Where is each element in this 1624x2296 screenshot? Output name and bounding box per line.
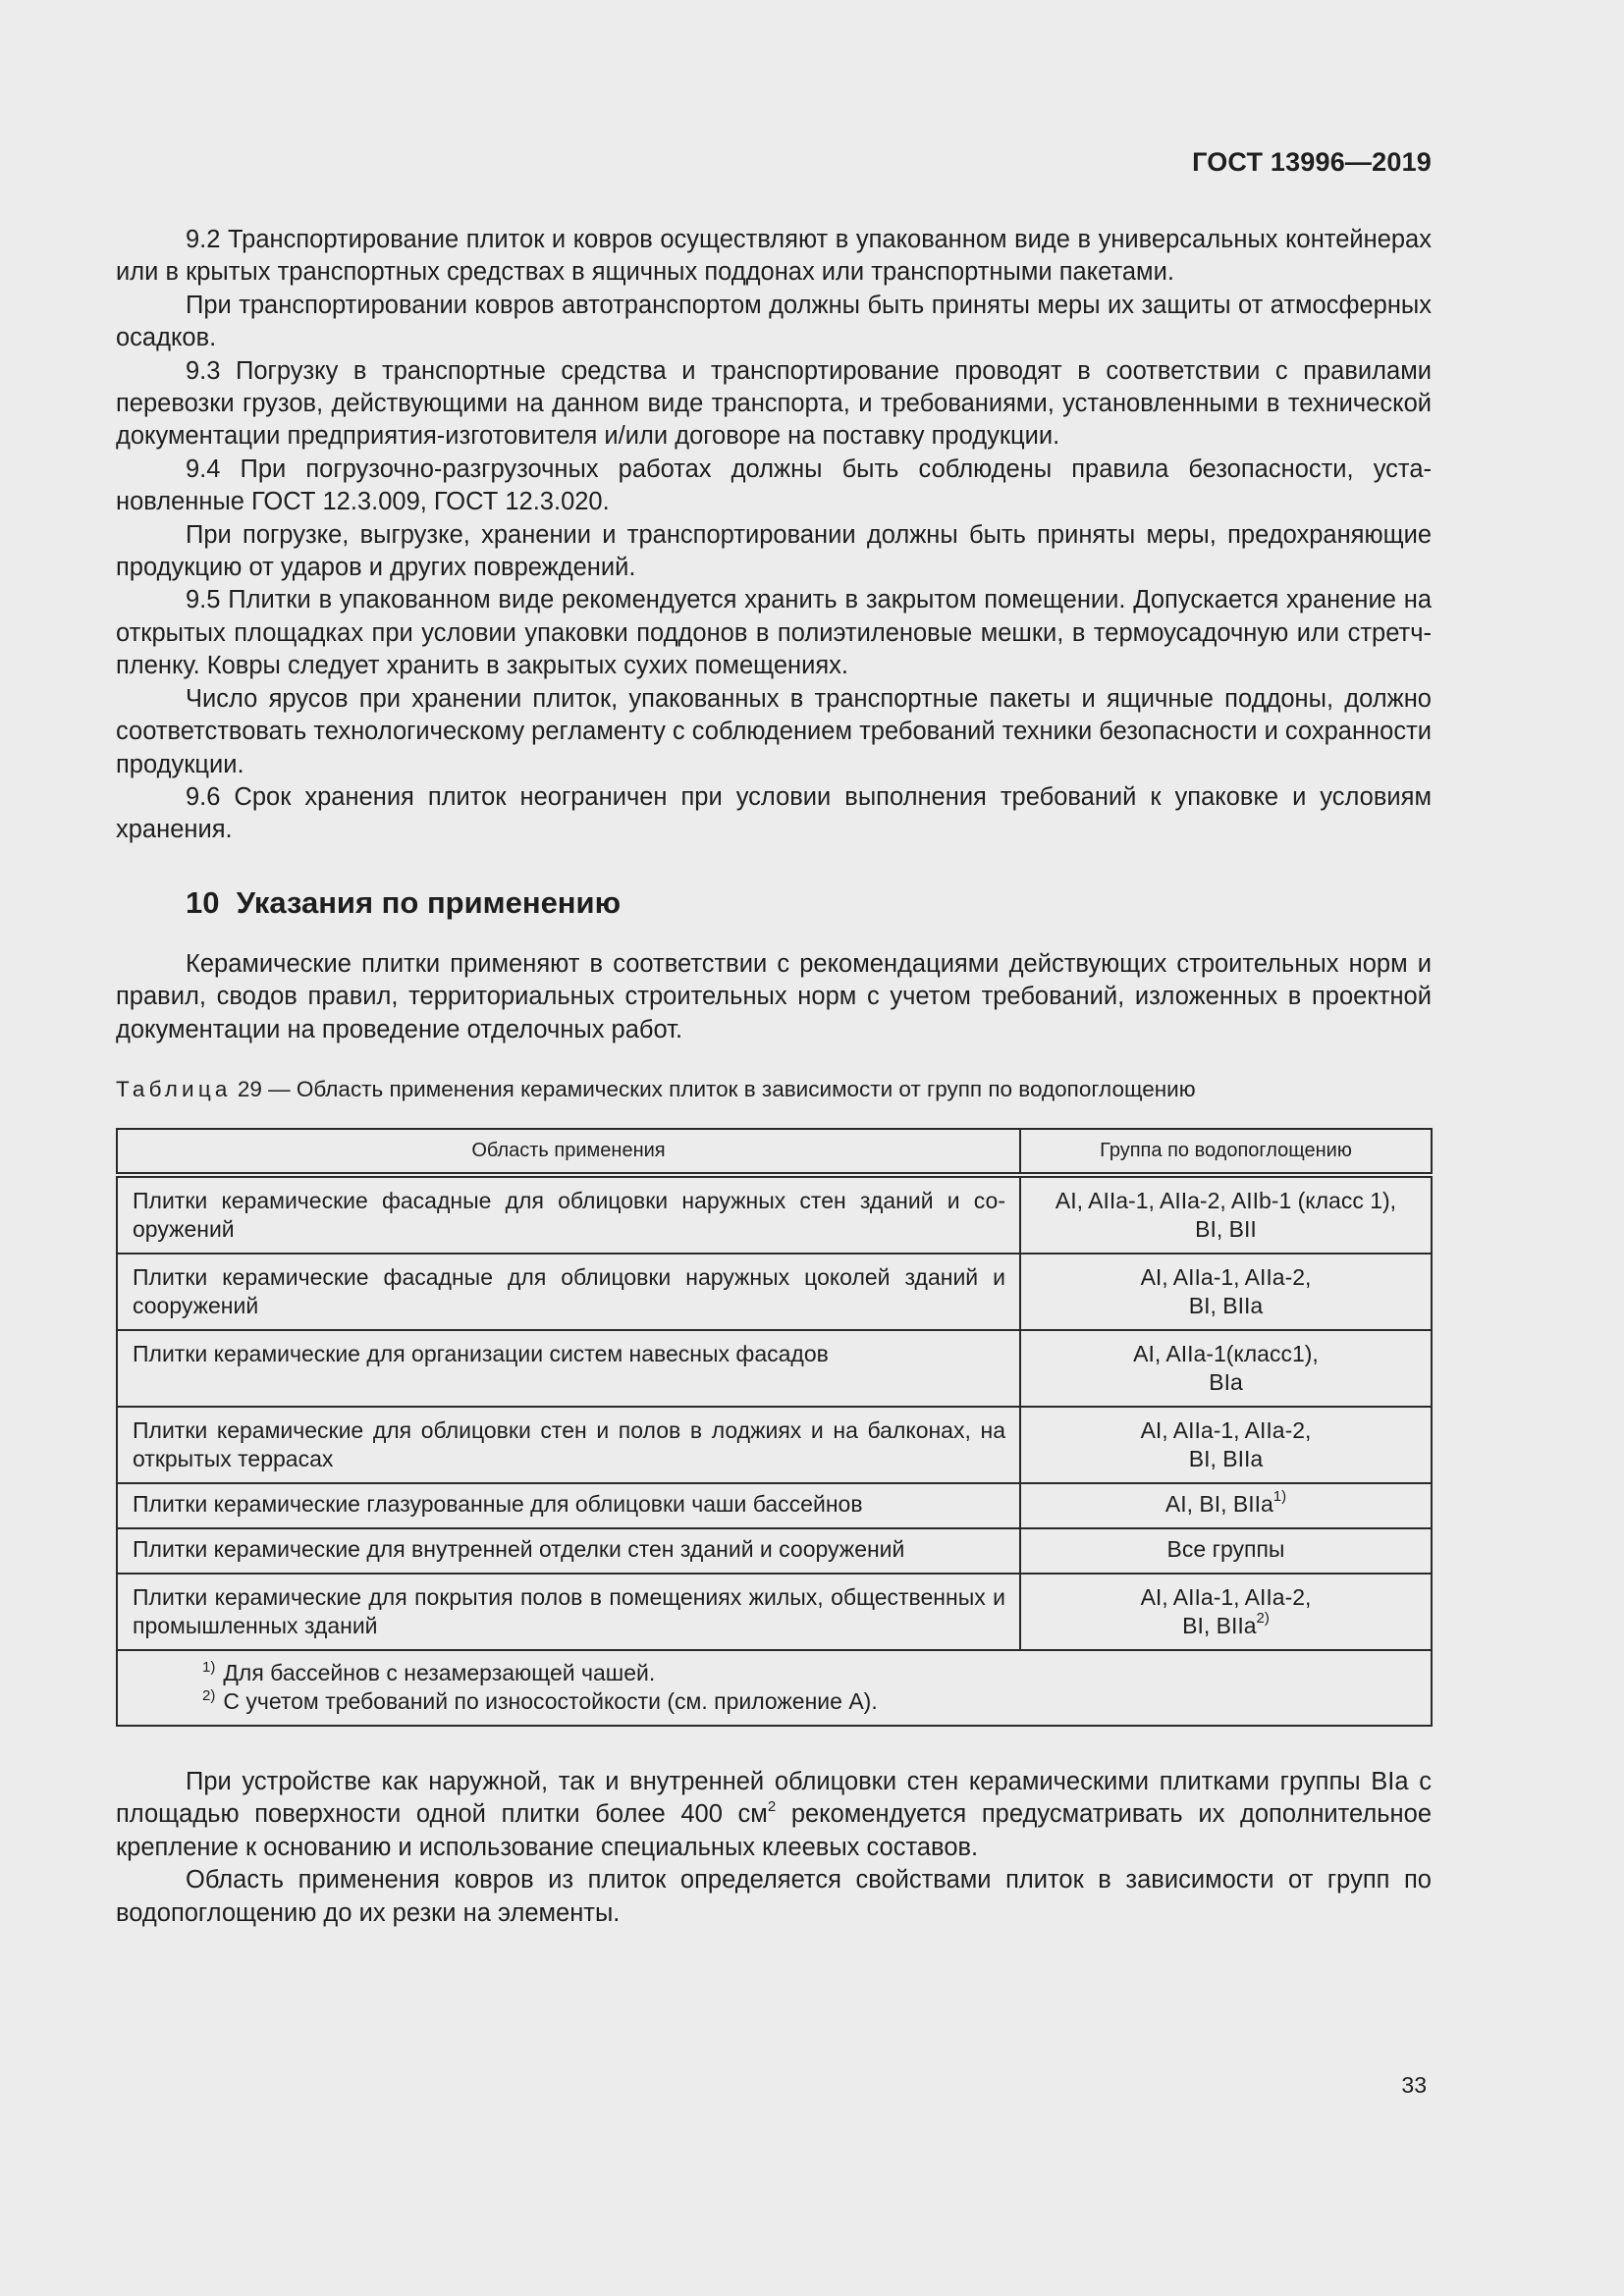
table-row [117, 1254, 1432, 1330]
application-table [116, 1128, 1433, 1727]
paragraph-9-6: 9.6 Срок хранения плиток неограничен при условии выполнения требований к упаковке и условиям хранения. [116, 782, 1432, 844]
table-row [117, 1407, 1432, 1483]
group-line-1: AI, AIIa-1, AIIa-2, [1140, 1417, 1312, 1443]
paragraph-carpets: Область применения ковров из плиток определяется свойствами плиток в зависимости от групп по водопоглощению до их резки на элементы. [116, 1866, 1432, 1927]
cladding-text-end: рекомендуется предусматривать их дополнительное крепление к основанию и использование специальных клеевых составов. [116, 1800, 1433, 1861]
post-table-text [116, 1766, 1432, 1930]
footnote-mark: 2) [202, 1687, 216, 1705]
paragraph-9-2-cont: При транспортировании ковров автотранспортом должны быть приняты меры их защиты от атмосферных осадков. [116, 291, 1432, 352]
cell-area: Плитки керамические для внутренней отделки стен зданий и сооружений [117, 1528, 1020, 1574]
cell-area: Плитки керамические фасадные для облицовки наружных стен зданий и сооружений [117, 1175, 1020, 1254]
unit-superscript: 2 [767, 1797, 777, 1815]
footnote-ref: 1) [1272, 1488, 1287, 1506]
table-notes-row [117, 1650, 1432, 1726]
cell-area: Плитки керамические глазурованные для облицовки чаши бассейнов [117, 1483, 1020, 1528]
group-line-2: BIa [1209, 1369, 1243, 1395]
group-line-1: AI, AIIa-1(класс1), [1133, 1341, 1319, 1366]
group-line-2: BI, BIIa [1182, 1613, 1257, 1638]
table-header-row [117, 1129, 1432, 1175]
table-row [117, 1483, 1432, 1528]
document-page [116, 0, 1432, 2296]
cell-area: Плитки керамические для покрытия полов в помещениях жилых, общественных и промышленных зданий [117, 1574, 1020, 1650]
paragraph-9-3: 9.3 Погрузку в транспортные средства и транспортирование проводят в соответствии с правилами перевозки грузов, действующими на данном виде транспорта, и требованиями, установленными в технической документации предприятия-изготовителя и/или договоре на поставку продукции. [116, 356, 1432, 451]
section-number: 10 [186, 885, 220, 920]
header-group: Группа по водопоглощению [1020, 1129, 1432, 1175]
table-row [117, 1330, 1432, 1407]
footnote [202, 1659, 1421, 1687]
header-area: Область применения [117, 1129, 1020, 1175]
cell-area: Плитки керамические фасадные для облицовки наружных цоколей зданий и сооружений [117, 1254, 1020, 1330]
table-notes [117, 1650, 1432, 1726]
page-number: 33 [1401, 2072, 1427, 2098]
table-row [117, 1528, 1432, 1574]
cell-area: Плитки керамические для организации систем навесных фасадов [117, 1330, 1020, 1407]
paragraph-9-5: 9.5 Плитки в упакованном виде рекомендуется хранить в закрытом помещении. Допускается хранение на открытых площадках при условии упаковки поддонов в полиэтиленовые мешки, в термоусадочную или стретч-пленку. Ковры следует хранить в закрытых сухих помещениях. [116, 586, 1432, 680]
cell-group [1020, 1175, 1432, 1254]
section-10-intro [116, 948, 1432, 1046]
group-line-2: BI, BIIa [1188, 1446, 1264, 1471]
intro-paragraph: Керамические плитки применяют в соответствии с рекомендациями действующих строительных норм и правил, сводов правил, территориальных строительных норм с учетом требований, изложенных в проектной документации на проведение отделочных работ. [116, 950, 1432, 1043]
paragraph-cladding [116, 1766, 1432, 1864]
group-line-2: BI, BIIa [1188, 1293, 1264, 1318]
section-9-text [116, 224, 1432, 847]
group-line-1: AI, BI, BIIa [1164, 1491, 1273, 1517]
standard-code-header: ГОСТ 13996—2019 [1192, 147, 1432, 177]
cell-group [1020, 1254, 1432, 1330]
footnote-text: С учетом требований по износостойкости (см. приложение А). [223, 1688, 878, 1714]
footnote-text: Для бассейнов с незамерзающей чашей. [223, 1660, 656, 1685]
footnote-ref: 2) [1256, 1610, 1270, 1628]
paragraph-9-4: 9.4 При погрузочно-разгрузочных работах должны быть соблюдены правила безопасности, установленные ГОСТ 12.3.009, ГОСТ 12.3.020. [116, 454, 1432, 516]
table-caption-text: 29 — Область применения керамических плиток в зависимости от групп по водопоглощению [237, 1077, 1196, 1101]
group-line-1: AI, AIIa-1, AIIa-2, AIIb-1 (класс 1), [1055, 1188, 1397, 1213]
group-line-1: Все группы [1166, 1536, 1285, 1562]
table-caption-word: Таблица [116, 1077, 232, 1101]
cell-group [1020, 1574, 1432, 1650]
footnote [202, 1687, 1421, 1716]
group-line-1: AI, AIIa-1, AIIa-2, [1140, 1584, 1312, 1610]
cell-area: Плитки керамические для облицовки стен и полов в лоджиях и на балконах, на открытых террасах [117, 1407, 1020, 1483]
cell-group [1020, 1483, 1432, 1528]
table-caption [116, 1077, 1196, 1102]
table-row [117, 1175, 1432, 1254]
cell-group [1020, 1330, 1432, 1407]
group-line-2: BI, BII [1195, 1216, 1257, 1242]
section-title: Указания по применению [236, 885, 622, 920]
cladding-text-start: При устройстве как наружной, так и внутренней облицовки стен керамическими плитками группы BIa с площадью поверхности одной плитки более 400 см [116, 1768, 1432, 1829]
table-row [117, 1574, 1432, 1650]
paragraph-9-5-cont: Число ярусов при хранении плиток, упакованных в транспортные пакеты и ящичные поддоны, должно соответствовать технологическому регламенту с соблюдением требований техники безопасности и сохранности продукции. [116, 684, 1432, 778]
cell-group [1020, 1407, 1432, 1483]
paragraph-9-4-cont: При погрузке, выгрузке, хранении и транспортировании должны быть приняты меры, предохраняющие продукцию от ударов и других повреждений. [116, 520, 1432, 582]
footnote-mark: 1) [202, 1659, 216, 1677]
group-line-1: AI, AIIa-1, AIIa-2, [1140, 1264, 1312, 1290]
cell-group [1020, 1528, 1432, 1574]
paragraph-9-2: 9.2 Транспортирование плиток и ковров осуществляют в упакованном виде в универсальных контейнерах или в крытых транспортных средствах в ящичных поддонах или транспортными пакетами. [116, 226, 1432, 287]
section-10-heading [186, 885, 621, 921]
